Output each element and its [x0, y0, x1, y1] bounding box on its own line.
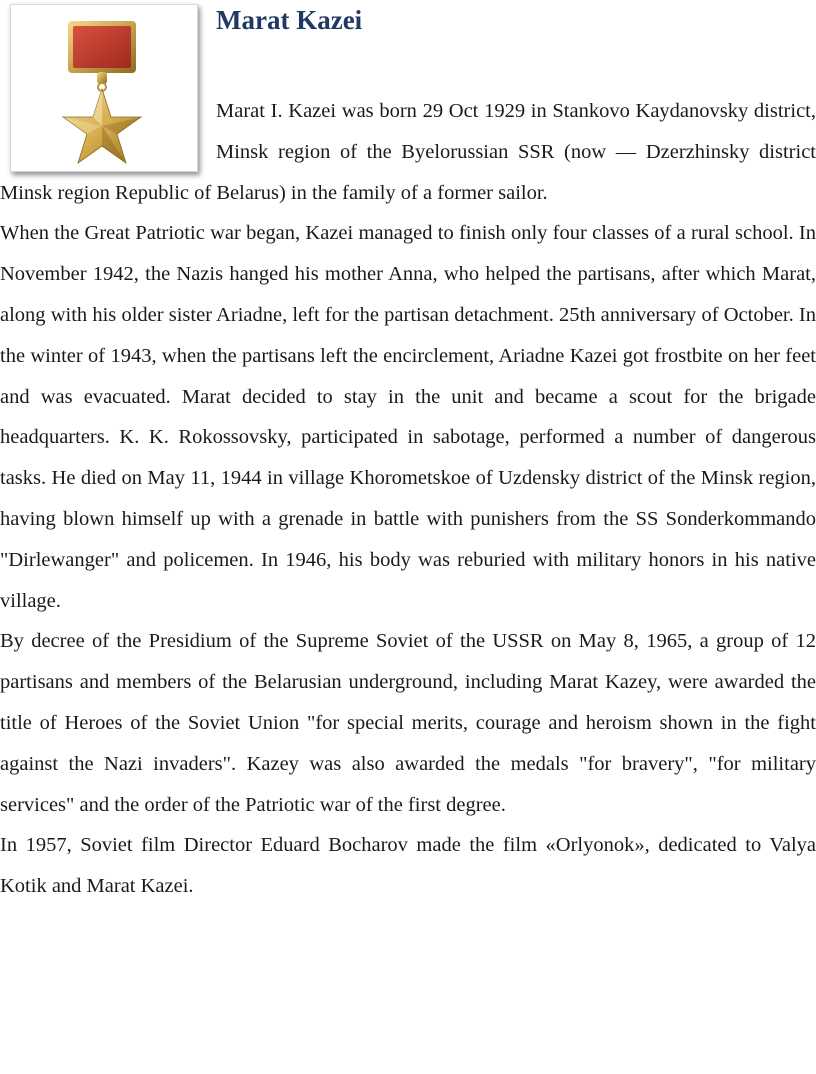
- page-title: Marat Kazei: [216, 5, 363, 35]
- paragraph-film: In 1957, Soviet film Director Eduard Bocharov made the film «Orlyonok», dedicated to Valya Kotik and Marat Kazei.: [0, 834, 816, 898]
- paragraph-birth: Marat I. Kazei was born 29 Oct 1929 in Stankovo Kaydanovsky district, Minsk region of the Byelorussian SSR (now — Dzerzhinsky district Minsk region Republic of Belarus) in the family of a former sailor.: [0, 100, 816, 204]
- paragraph-war: When the Great Patriotic war began, Kazei managed to finish only four classes of a rural school. In November 1942, the Nazis hanged his mother Anna, who helped the partisans, after which Marat, along with his older sister Ariadne, left for the partisan detachment. 25th anniversary of October. In the winter of 1943, when the partisans left the encirclement, Ariadne Kazei got frostbite on her feet and was evacuated. Marat decided to stay in the unit and became a scout for the brigade headquarters. K. K. Rokossovsky, participated in sabotage, performed a number of dangerous tasks. He died on May 11, 1944 in village Khorometskoe of Uzdensky district of the Minsk region, having blown himself up with a grenade in battle with punishers from the SS Sonderkommando "Dirlewanger" and policemen. In 1946, his body was reburied with military honors in his native village.: [0, 222, 816, 612]
- medal-image-frame: [10, 4, 198, 172]
- paragraph-award: By decree of the Presidium of the Supreme Soviet of the USSR on May 8, 1965, a group of 12 partisans and members of the Belarusian underground, including Marat Kazey, were awarded the title of Heroes of the Soviet Union "for special merits, courage and heroism shown in the fight against the Nazi invaders". Kazey was also awarded the medals "for bravery", "for military services" and the order of the Patriotic war of the first degree.: [0, 630, 816, 816]
- hero-of-soviet-union-medal-icon: [11, 5, 197, 171]
